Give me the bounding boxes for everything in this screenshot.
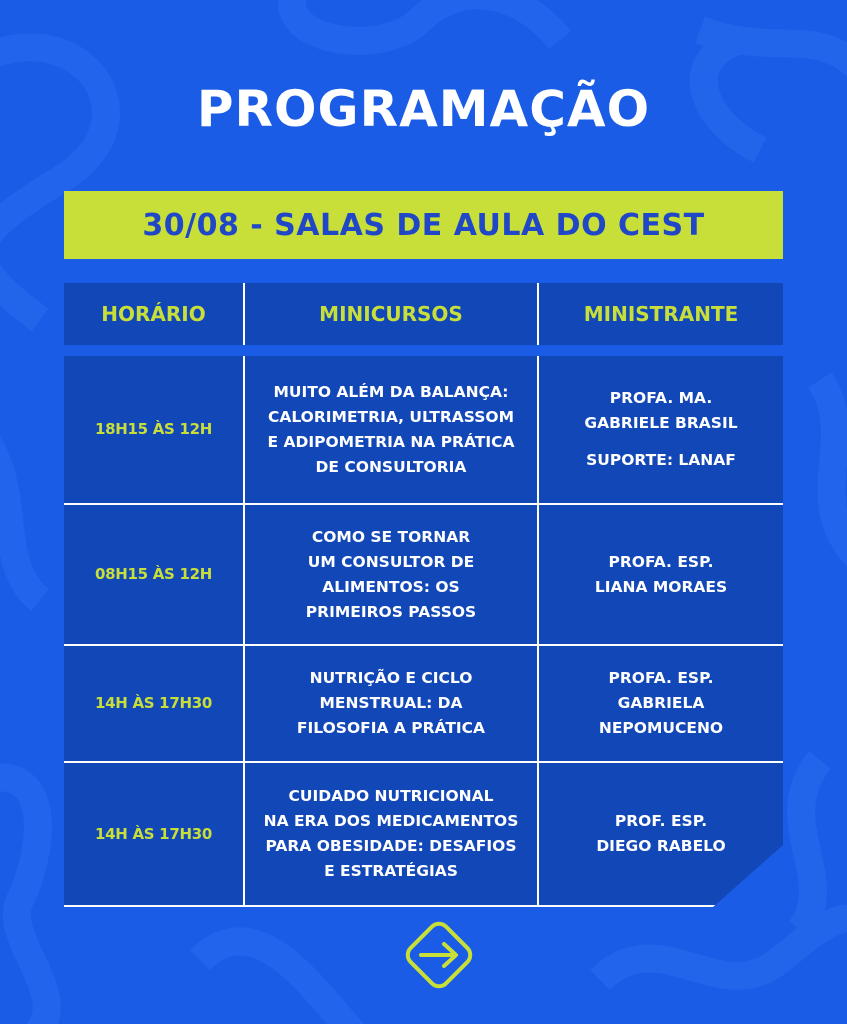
row-course <box>245 646 539 761</box>
row-time: 08H15 ÀS 12H <box>64 505 245 644</box>
course-line: COMO SE TORNAR <box>311 527 471 546</box>
speaker-line: PROF. ESP. <box>614 812 708 830</box>
row-time: 14H ÀS 17H30 <box>64 646 245 761</box>
table-row <box>64 356 783 505</box>
row-course <box>245 763 539 905</box>
course-line: NUTRIÇÃO E CICLO <box>309 669 473 687</box>
course-line: PRIMEIROS PASSOS <box>305 602 477 621</box>
speaker-line: NEPOMUCENO <box>598 719 724 737</box>
course-line: FILOSOFIA A PRÁTICA <box>296 719 486 737</box>
course-line: E ADIPOMETRIA NA PRÁTICA <box>267 432 515 451</box>
speaker-line: LIANA MORAES <box>594 577 728 596</box>
table-header <box>64 283 783 345</box>
table-row <box>64 505 783 646</box>
row-time: 14H ÀS 17H30 <box>64 763 245 905</box>
table-row <box>64 646 783 763</box>
row-speaker <box>539 505 783 644</box>
course-line: NA ERA DOS MEDICAMENTOS <box>263 812 519 830</box>
schedule-table <box>64 283 783 907</box>
date-banner: 30/08 - SALAS DE AULA DO CEST <box>64 191 783 259</box>
table-body <box>64 356 783 907</box>
header-time: HORÁRIO <box>64 283 245 345</box>
arrow-right-icon[interactable] <box>394 910 484 1000</box>
corner-fold <box>713 845 783 907</box>
course-line: MENSTRUAL: DA <box>319 694 463 712</box>
course-line: E ESTRATÉGIAS <box>324 862 458 880</box>
course-line: ALIMENTOS: OS <box>322 577 460 596</box>
speaker-line: GABRIELA <box>617 694 705 712</box>
page-title: PROGRAMAÇÃO <box>196 80 651 138</box>
row-speaker <box>539 356 783 503</box>
header-course: MINICURSOS <box>245 283 539 345</box>
course-line: PARA OBESIDADE: DESAFIOS <box>265 837 517 855</box>
course-line: CUIDADO NUTRICIONAL <box>288 787 494 805</box>
course-line: CALORIMETRIA, ULTRASSOM <box>267 407 515 426</box>
course-line: MUITO ALÉM DA BALANÇA: <box>273 382 509 401</box>
speaker-line: PROFA. ESP. <box>608 669 714 687</box>
header-speaker: MINISTRANTE <box>583 302 739 326</box>
speaker-line: DIEGO RABELO <box>596 837 726 855</box>
table-row <box>64 763 783 907</box>
speaker-line: PROFA. MA. <box>609 389 713 407</box>
row-speaker <box>539 646 783 761</box>
row-time: 18H15 ÀS 12H <box>64 356 245 503</box>
speaker-line: GABRIELE BRASIL <box>584 414 738 432</box>
speaker-line: PROFA. ESP. <box>608 552 714 571</box>
support-line: SUPORTE: LANAF <box>586 451 736 469</box>
course-line: UM CONSULTOR DE <box>307 552 475 571</box>
row-course <box>245 505 539 644</box>
course-line: DE CONSULTORIA <box>315 457 467 476</box>
row-course <box>245 356 539 503</box>
